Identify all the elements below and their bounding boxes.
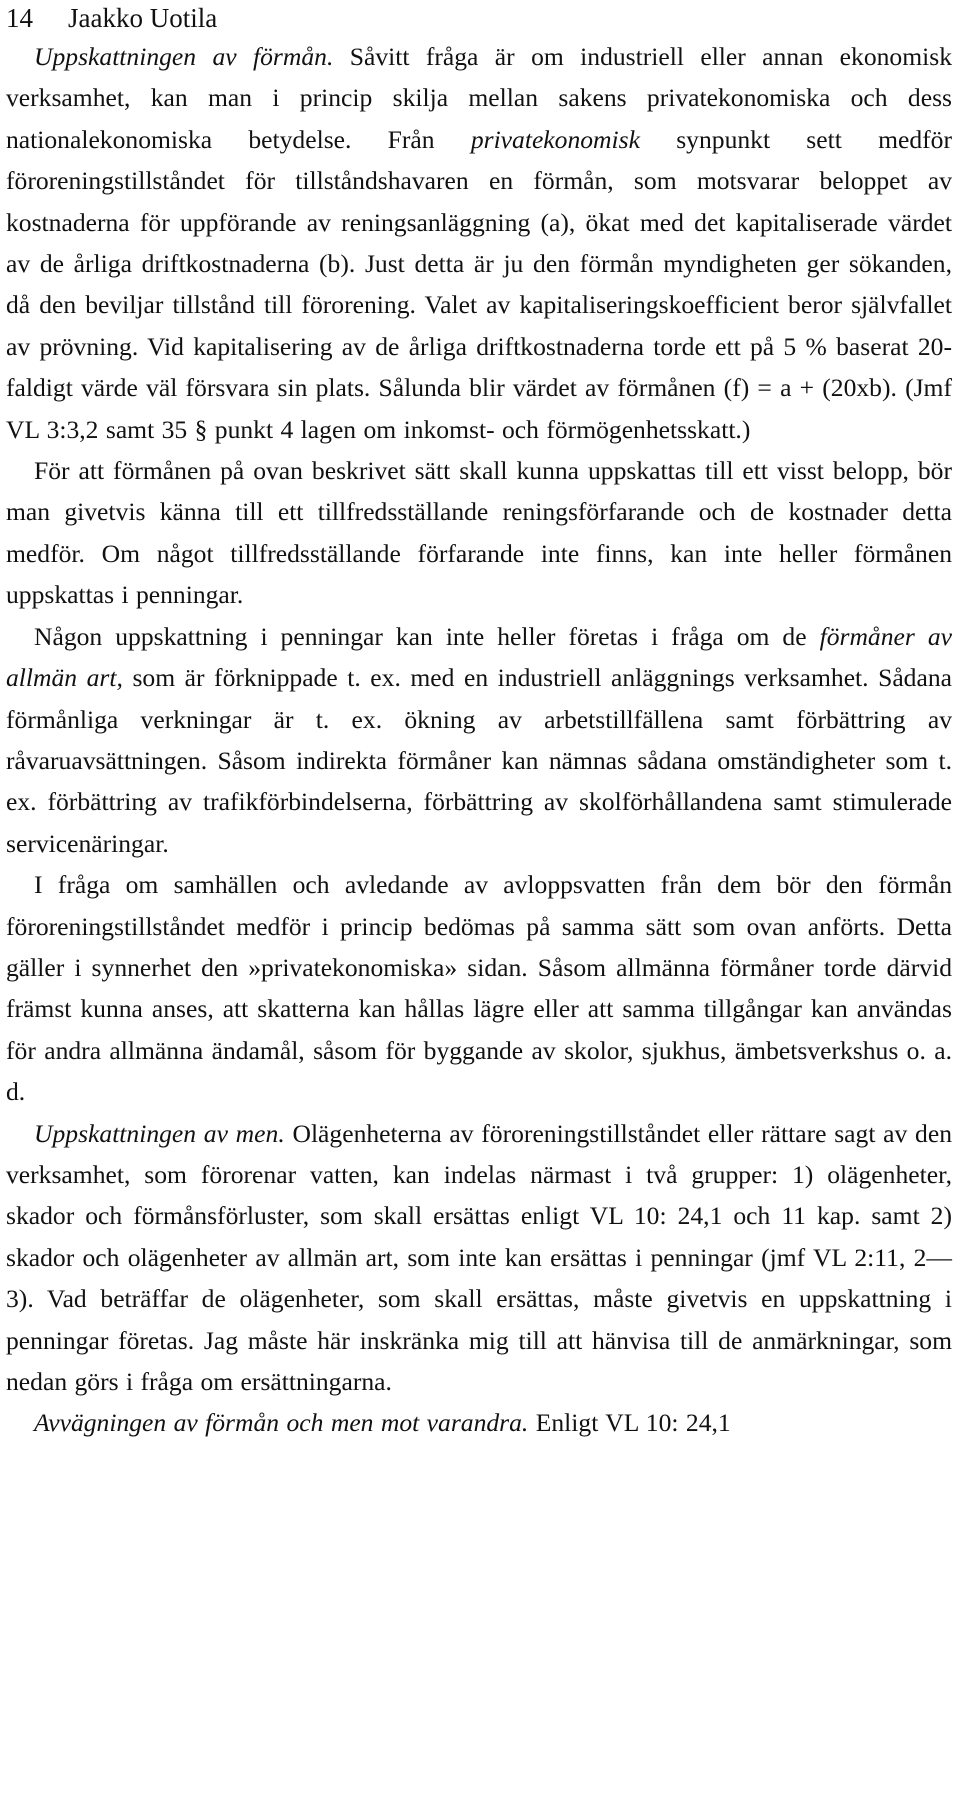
paragraph-text: Någon uppskattning i penningar kan inte heller företas i fråga om de	[34, 621, 820, 651]
paragraph	[6, 1402, 952, 1443]
paragraph	[6, 864, 952, 1112]
paragraph	[6, 36, 952, 450]
body-text	[6, 36, 952, 1444]
paragraph	[6, 1113, 952, 1403]
section-heading: Uppskattningen av men.	[34, 1118, 285, 1148]
paragraph-text: synpunkt sett medför föroreningstillståndet för tillståndshavaren en förmån, som motsvarar beloppet av kostnaderna för uppförande av reningsanläggning (a), ökat med det kapitaliserade värdet av de årliga driftkostnaderna (b). Just detta är ju den förmån myndigheten ger sökanden, då den beviljar tillstånd till förorening. Valet av kapitaliseringskoefficient beror självfallet av prövning. Vid kapitalisering av de årliga driftkostnaderna torde ett på 5 % baserat 20-faldigt värde väl försvara sin plats. Sålunda blir värdet av förmånen (f) = a + (20xb). (Jmf VL 3:3,2 samt 35 § punkt 4 lagen om inkomst- och förmögenhetsskatt.)	[6, 124, 952, 444]
running-head-author: Jaakko Uotila	[68, 3, 218, 33]
emphasis-text: förmåner av allmän art,	[6, 621, 952, 693]
paragraph	[6, 450, 952, 616]
paragraph-text: som är förknippade t. ex. med en industriell anläggnings verksamhet. Sådana förmånliga verkningar är t. ex. ökning av arbetstillfällena samt förbättring av råvaruavsättningen. Såsom indirekta förmåner kan nämnas sådana omständigheter som t. ex. förbättring av trafikförbindelserna, förbättring av skolförhållandena samt stimulerade servicenäringar.	[6, 663, 952, 858]
paragraph-text: I fråga om samhällen och avledande av avloppsvatten från dem bör den förmån föroreningstillståndet medför i princip bedömas på samma sätt som ovan anförts. Detta gäller i synnerhet den »privatekonomiska» sidan. Såsom allmänna förmåner torde därvid främst kunna anses, att skatterna kan hållas lägre eller att samma tillgångar kan användas för andra allmänna ändamål, såsom för byggande av skolor, sjukhus, ämbetsverkshus o. a. d.	[6, 870, 952, 1107]
emphasis-text: privatekonomisk	[470, 124, 640, 154]
paragraph-text: Såvitt fråga är om industriell eller annan ekonomisk verksamhet, kan man i princip skilja mellan sakens privatekonomiska och dess nationalekonomiska betydelse. Från	[6, 42, 953, 154]
paragraph	[6, 616, 952, 864]
paragraph-text: Enligt VL 10: 24,1	[528, 1408, 731, 1438]
paragraph-text: För att förmånen på ovan beskrivet sätt skall kunna uppskattas till ett visst belopp, bör man givetvis känna till ett tillfredsställande reningsförfarande och de kostnader detta medför. Om något tillfredsställande förfarande inte finns, kan inte heller förmånen uppskattas i penningar.	[6, 456, 952, 610]
paragraph-text: Olägenheterna av föroreningstillståndet eller rättare sagt av den verksamhet, som förorenar vatten, kan indelas närmast i två grupper: 1) olägenheter, skador och förmånsförluster, som skall ersättas enligt VL 10: 24,1 och 11 kap. samt 2) skador och olägenheter av allmän art, som inte kan ersättas i penningar (jmf VL 2:11, 2—3). Vad beträffar de olägenheter, som skall ersättas, måste givetvis en uppskattning i penningar företas. Jag måste här inskränka mig till att hänvisa till de anmärkningar, som nedan görs i fråga om ersättningarna.	[6, 1118, 952, 1396]
section-heading: Avvägningen av förmån och men mot varandra.	[34, 1408, 529, 1438]
page-number: 14	[6, 3, 33, 33]
running-head	[6, 0, 952, 36]
section-heading: Uppskattningen av förmån.	[34, 42, 334, 71]
